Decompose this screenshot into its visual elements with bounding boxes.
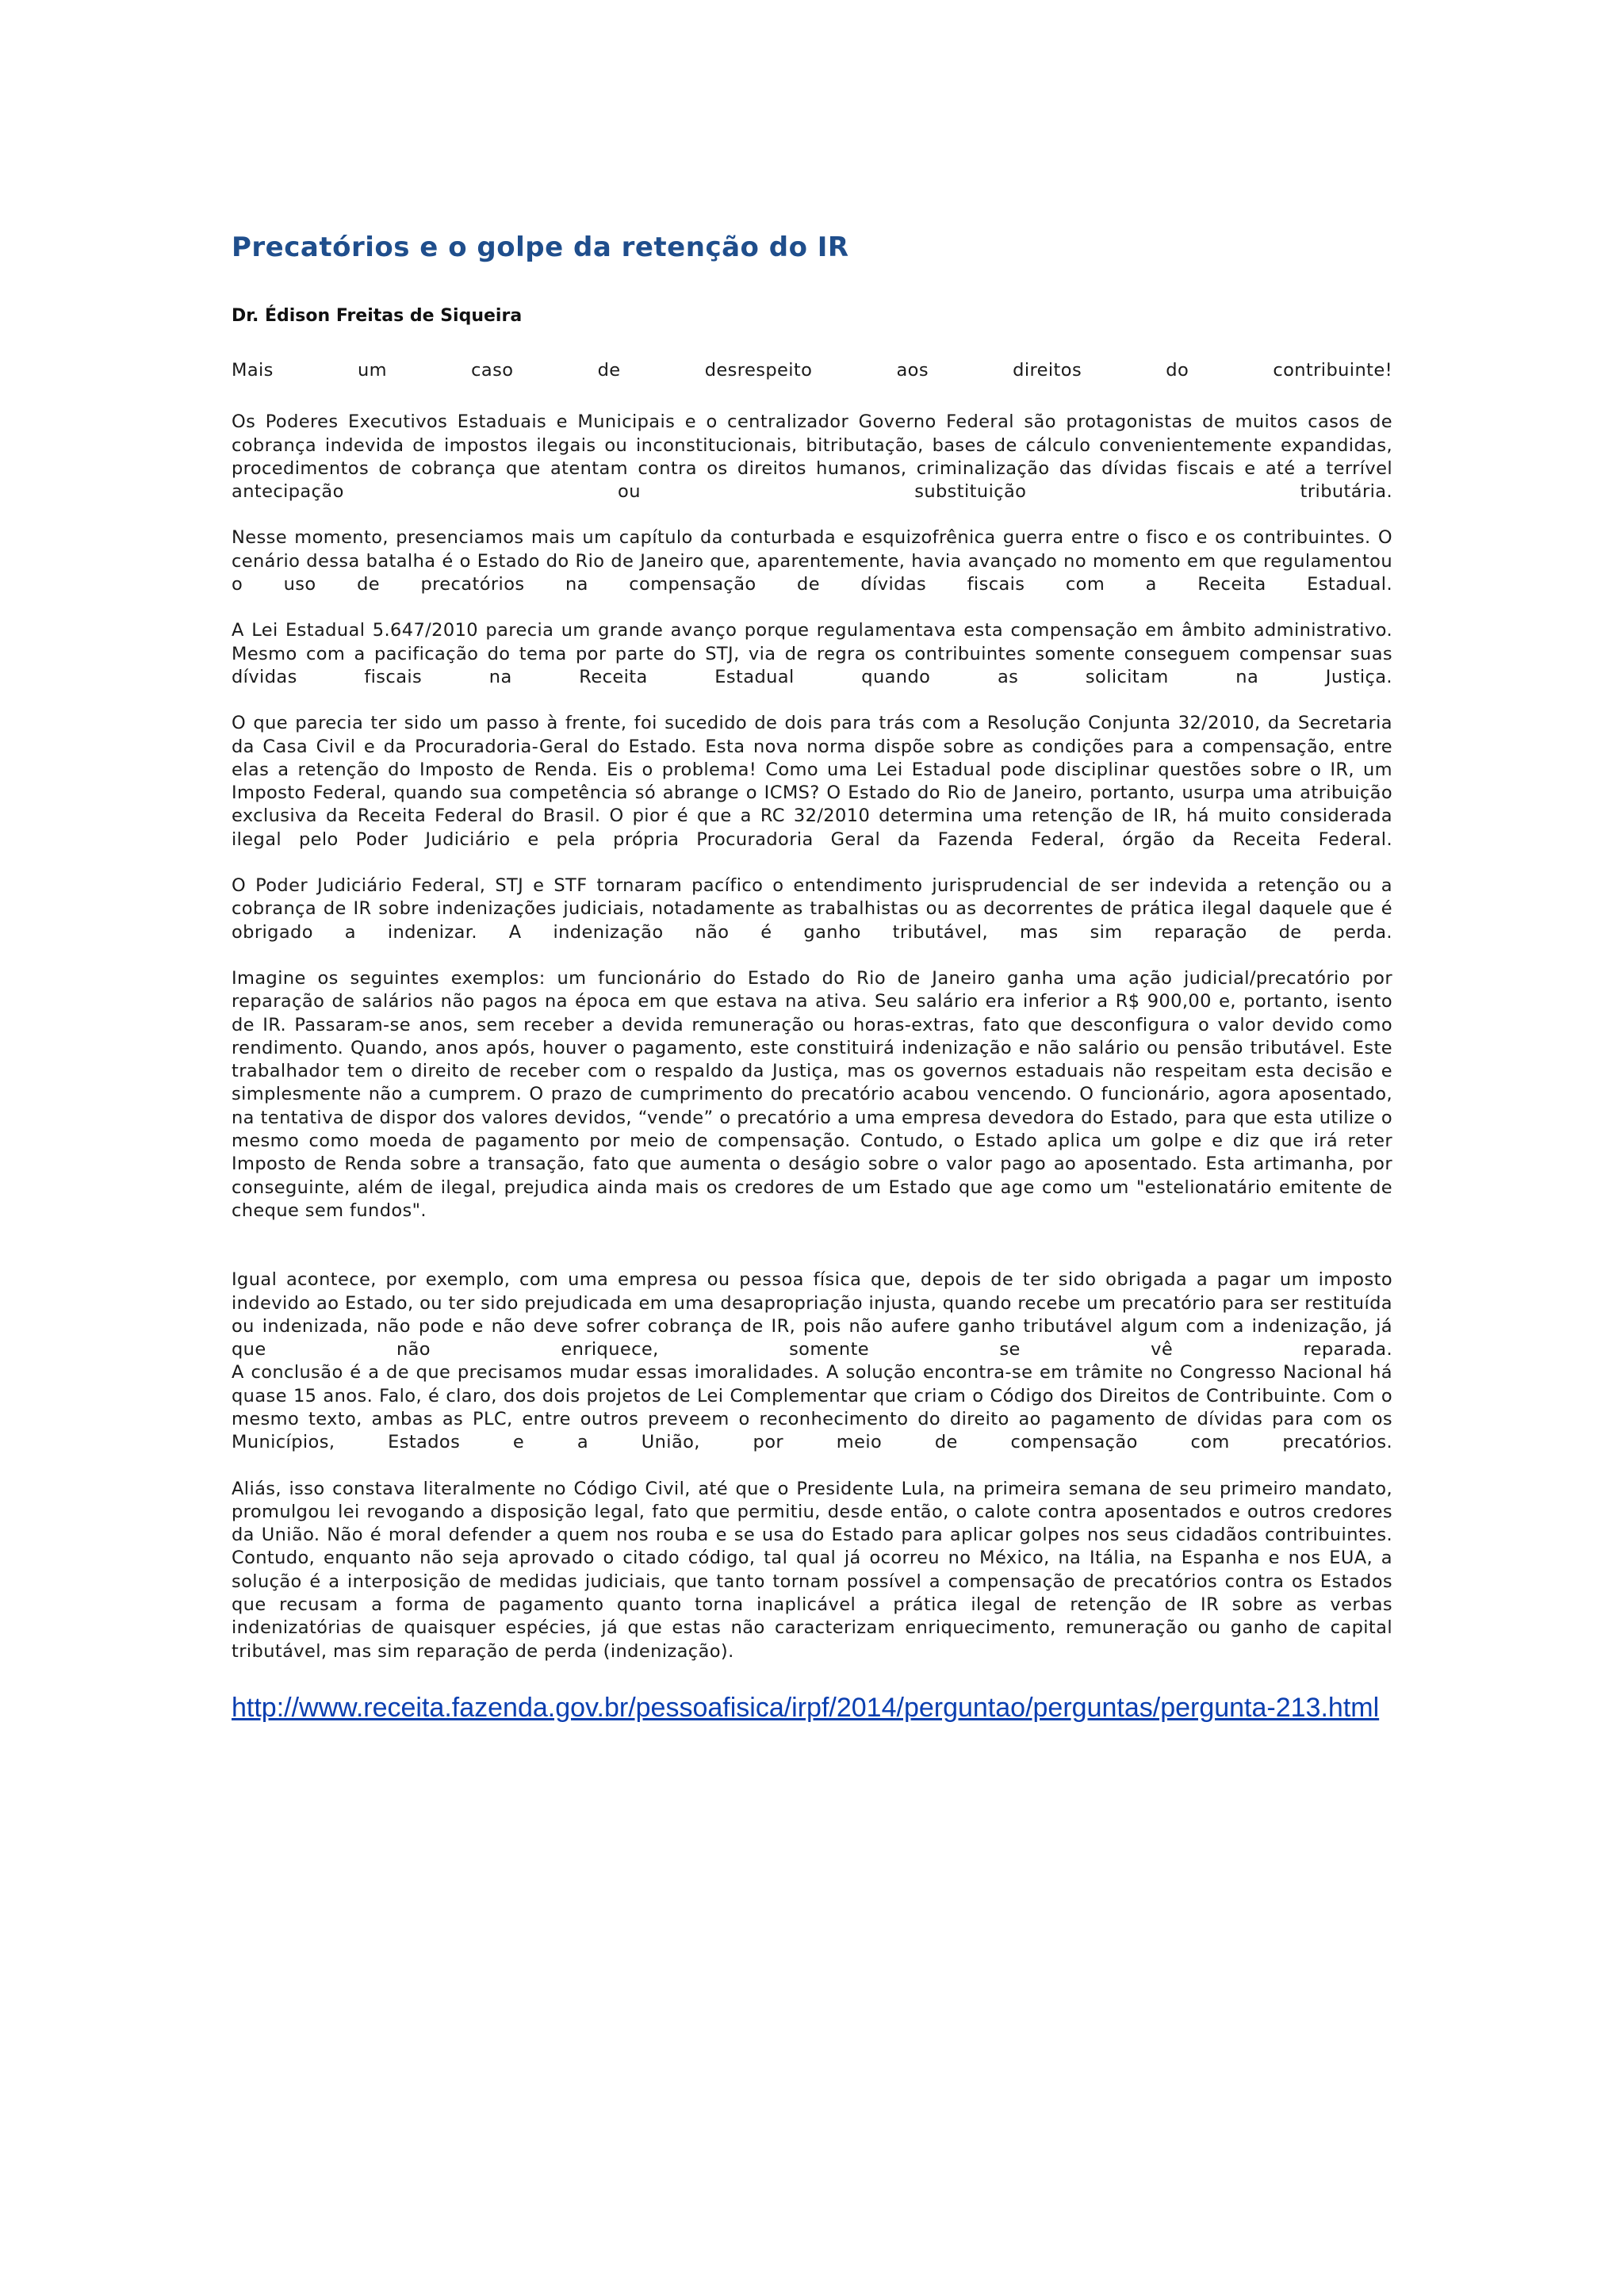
paragraph-9: Aliás, isso constava literalmente no Código Civil, até que o Presidente Lula, na primeira semana de seu primeiro mandato, promulgou lei revogando a disposição legal, fato que permitiu, desde então, o calote contra aposentados e outros credores da União. Não é moral defender a quem nos rouba e se usa do Estado para aplicar golpes nos seus cidadãos contribuintes. Contudo, enquanto não seja aprovado o citado código, tal qual já ocorreu no México, na Itália, na Espanha e nos EUA, a solução é a interposição de medidas judiciais, que tanto tornam possível a compensação de precatórios contra os Estados que recusam a forma de pagamento quanto torna inaplicável a prática ilegal de retenção de IR sobre as verbas indenizatórias de quaisquer espécies, já que estas não caracterizam enriquecimento, remuneração ou ganho de capital tributável, mas sim reparação de perda (indenização). <box>232 1478 1392 1662</box>
reference-link[interactable]: http://www.receita.fazenda.gov.br/pessoafisica/irpf/2014/perguntao/perguntas/pergunta-213.html <box>232 1692 1380 1723</box>
author-line: Dr. Édison Freitas de Siqueira <box>232 306 523 326</box>
document-page <box>232 232 1392 1729</box>
paragraph-8: A conclusão é a de que precisamos mudar essas imoralidades. A solução encontra-se em trâmite no Congresso Nacional há quase 15 anos. Falo, é claro, dos dois projetos de Lei Complementar que criam o Código dos Direitos de Contribuinte. Com o mesmo texto, ambas as PLC, entre outros preveem o reconhecimento do direito ao pagamento de dívidas para com os Municípios, Estados e a União, por meio de compensação com precatórios. <box>232 1362 1392 1453</box>
document-title: Precatórios e o golpe da retenção do IR <box>232 232 849 263</box>
paragraph-2: Nesse momento, presenciamos mais um capítulo da conturbada e esquizofrênica guerra entre o fisco e os contribuintes. O cenário dessa batalha é o Estado do Rio de Janeiro que, aparentemente, havia avançado no momento em que regulamentou o uso de precatórios na compensação de dívidas fiscais com a Receita Estadual. <box>232 527 1392 595</box>
paragraph-6: Imagine os seguintes exemplos: um funcionário do Estado do Rio de Janeiro ganha uma ação judicial/precatório por reparação de salários não pagos na época em que estava na ativa. Seu salário era inferior a R$ 900,00 e, portanto, isento de IR. Passaram-se anos, sem receber a devida remuneração ou horas-extras, fato que desconfigura o valor devido como rendimento. Quando, anos após, houver o pagamento, este constituirá indenização e não salário ou pensão tributável. Este trabalhador tem o direito de receber com o respaldo da Justiça, mas os governos estaduais não respeitam esta decisão e simplesmente não a cumprem. O prazo de cumprimento do precatório acabou vencendo. O funcionário, agora aposentado, na tentativa de dispor dos valores devidos, “vende” o precatório a uma empresa devedora do Estado, para que esta utilize o mesmo como moeda de pagamento por meio de compensação. Contudo, o Estado aplica um golpe e diz que irá reter Imposto de Renda sobre a transação, fato que aumenta o deságio sobre o valor pago ao aposentado. Esta artimanha, por conseguinte, além de ilegal, prejudica ainda mais os credores de um Estado que age como um "estelionatário emitente de cheque sem fundos". <box>232 967 1392 1221</box>
paragraph-3: A Lei Estadual 5.647/2010 parecia um grande avanço porque regulamentava esta compensação em âmbito administrativo. Mesmo com a pacificação do tema por parte do STJ, via de regra os contribuintes somente conseguem compensar suas dívidas fiscais na Receita Estadual quando as solicitam na Justiça. <box>232 620 1392 687</box>
paragraph-7: Igual acontece, por exemplo, com uma empresa ou pessoa física que, depois de ter sido obrigada a pagar um imposto indevido ao Estado, ou ter sido prejudicada em uma desapropriação injusta, quando recebe um precatório para ser restituída ou indenizada, não pode e não deve sofrer cobrança de IR, pois não aufere ganho tributável algum com a indenização, já que não enriquece, somente se vê reparada. <box>232 1269 1392 1360</box>
paragraph-4: O que parecia ter sido um passo à frente, foi sucedido de dois para trás com a Resolução Conjunta 32/2010, da Secretaria da Casa Civil e da Procuradoria-Geral do Estado. Esta nova norma dispõe sobre as condições para a compensação, entre elas a retenção do Imposto de Renda. Eis o problema! Como uma Lei Estadual pode disciplinar questões sobre o IR, um Imposto Federal, quando sua competência só abrange o ICMS? O Estado do Rio de Janeiro, portanto, usurpa uma atribuição exclusiva da Receita Federal do Brasil. O pior é que a RC 32/2010 determina uma retenção de IR, há muito considerada ilegal pelo Poder Judiciário e pela própria Procuradoria Geral da Fazenda Federal, órgão da Receita Federal. <box>232 713 1392 850</box>
paragraph-1: Os Poderes Executivos Estaduais e Municipais e o centralizador Governo Federal são protagonistas de muitos casos de cobrança indevida de impostos ilegais ou inconstitucionais, bitributação, bases de cálculo convenientemente expandidas, procedimentos de cobrança que atentam contra os direitos humanos, criminalização das dívidas fiscais e até a terrível antecipação ou substituição tributária. <box>232 411 1392 503</box>
paragraph-5: O Poder Judiciário Federal, STJ e STF tornaram pacífico o entendimento jurisprudencial de ser indevida a retenção ou a cobrança de IR sobre indenizações judiciais, notadamente as trabalhistas ou as decorrentes de prática ilegal daquele que é obrigado a indenizar. A indenização não é ganho tributável, mas sim reparação de perda. <box>232 875 1392 943</box>
paragraph-intro: Mais um caso de desrespeito aos direitos do contribuinte! <box>232 360 1392 381</box>
